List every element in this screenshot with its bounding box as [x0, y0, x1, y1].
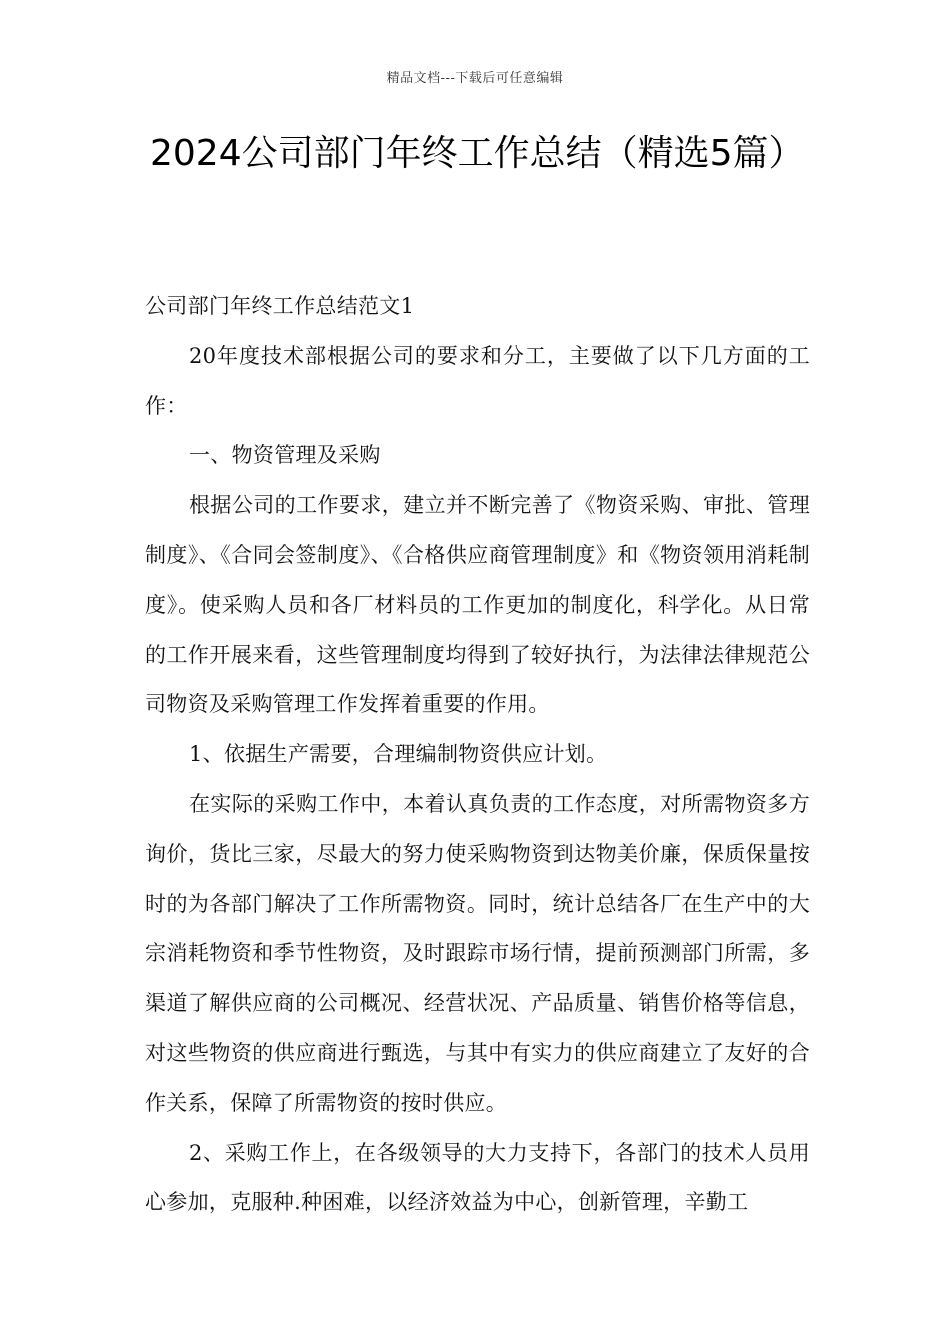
- body-paragraph: 在实际的采购工作中，本着认真负责的工作态度，对所需物资多方询价，货比三家，尽最大的努力使采购物资到达物美价廉，保质保量按时的为各部门解决了工作所需物资。同时，统计总结各厂在生产中的大宗消耗物资和季节性物资，及时跟踪市场行情，提前预测部门所需，多渠道了解供应商的公司概况、经营状况、产品质量、销售价格等信息，对这些物资的供应商进行甄选，与其中有实力的供应商建立了友好的合作关系，保障了所需物资的按时供应。: [145, 791, 810, 1115]
- document-body: [145, 282, 810, 1228]
- document-title: 2024公司部门年终工作总结（精选5篇）: [150, 133, 805, 174]
- body-paragraph: 根据公司的工作要求，建立并不断完善了《物资采购、审批、管理制度》、《合同会签制度》、《合格供应商管理制度》和《物资领用消耗制度》。使采购人员和各厂材料员的工作更加的制度化，科学化。从日常的工作开展来看，这些管理制度均得到了较好执行，为法律法律规范公司物资及采购管理工作发挥着重要的作用。: [145, 493, 810, 717]
- section-heading: 公司部门年终工作总结范文1: [145, 294, 415, 318]
- header-note: 精品文档---下载后可任意编辑: [386, 71, 564, 86]
- list-item-heading: 2、采购工作上，在各级领导的大力支持下，各部门的技术人员用心参加，克服种.种困难，以经济效益为中心，创新管理，辛勤工: [145, 1140, 810, 1215]
- subsection-heading: 一、物资管理及采购: [189, 443, 381, 468]
- body-paragraph: 20年度技术部根据公司的要求和分工，主要做了以下几方面的工作：: [145, 343, 810, 418]
- list-item-heading: 1、依据生产需要，合理编制物资供应计划。: [189, 742, 608, 767]
